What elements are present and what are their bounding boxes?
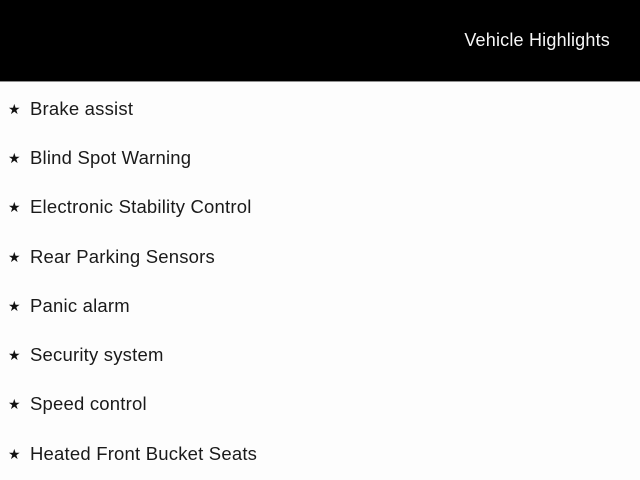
list-item (0, 232, 640, 281)
star-icon: ★ (8, 347, 21, 364)
list-item-label: Security system (30, 344, 164, 366)
list-item-label: Electronic Stability Control (30, 196, 252, 218)
list-item (0, 281, 640, 330)
star-icon: ★ (8, 100, 21, 117)
list-item (0, 429, 640, 478)
page-title: Vehicle Highlights (464, 30, 610, 50)
list-item-label: Rear Parking Sensors (30, 245, 215, 267)
list-item-label: Heated Front Bucket Seats (30, 442, 258, 464)
list-item (0, 183, 640, 232)
list-item-label: Panic alarm (30, 294, 130, 316)
highlights-list (0, 82, 640, 478)
star-icon: ★ (8, 248, 21, 265)
header-bar (0, 0, 640, 82)
list-item (0, 133, 640, 182)
list-item-label: Speed control (30, 393, 147, 415)
list-item-label: Brake assist (30, 97, 134, 119)
list-item (0, 84, 640, 133)
list-item (0, 380, 640, 429)
star-icon: ★ (8, 396, 21, 413)
star-icon: ★ (8, 199, 21, 216)
star-icon: ★ (8, 445, 21, 462)
list-item (0, 330, 640, 379)
list-item-label: Blind Spot Warning (30, 146, 192, 168)
star-icon: ★ (8, 297, 21, 314)
star-icon: ★ (8, 149, 21, 166)
